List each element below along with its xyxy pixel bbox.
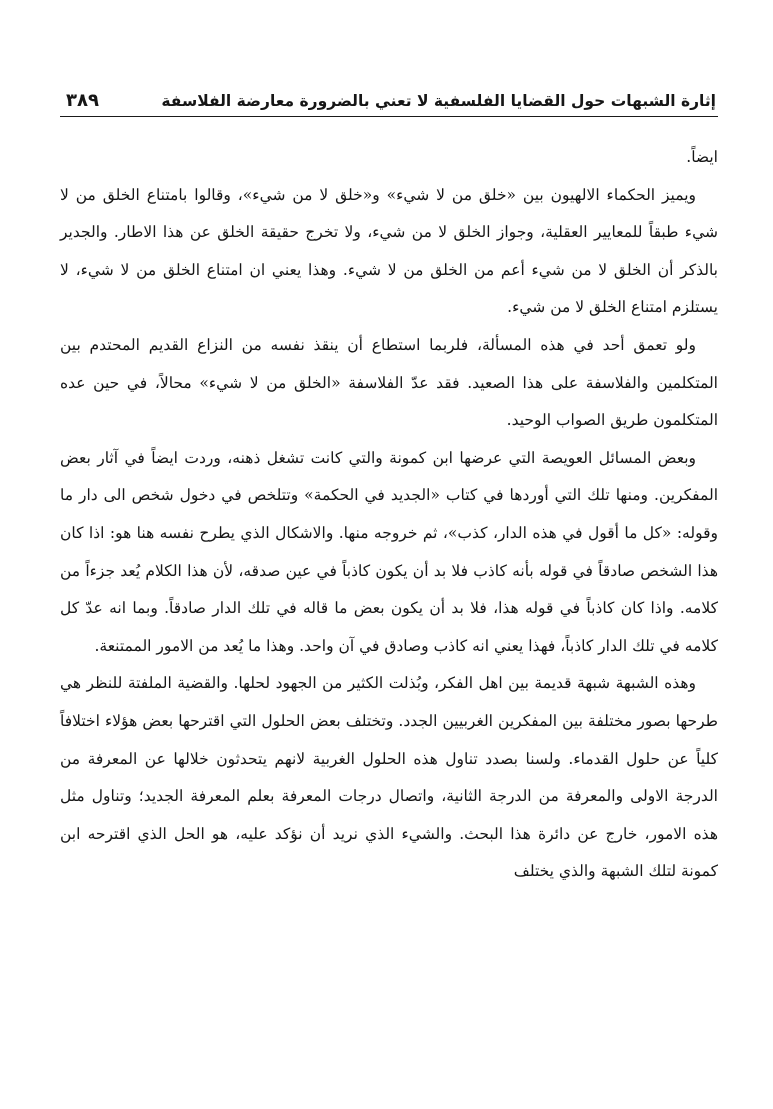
paragraph: ويميز الحكماء الالهيون بين «خلق من لا شيء» و«خلق لا من شيء»، وقالوا بامتناع الخلق من لا شيء طبقاً للمعايير العقلية، وجواز الخلق لا من شيء، ولا تخرج حقيقة الخلق عن هذا الاطار. والجدير بالذكر أن الخلق لا من شيء أعم من الخلق من لا شيء. وهذا يعني ان امتناع الخلق من لا شيء، لا يستلزم امتناع الخلق لا من شيء.: [60, 185, 718, 317]
book-page: [60, 82, 718, 891]
running-header-title: إثارة الشبهات حول القضايا الفلسفية لا تعني بالضرورة معارضة الفلاسفة: [161, 92, 716, 110]
paragraph: وبعض المسائل العويصة التي عرضها ابن كمونة والتي كانت تشغل ذهنه، وردت ايضاً في آثار بعض المفكرين. ومنها تلك التي أوردها في كتاب «الجديد في الحكمة» وتتلخص في دخول شخص الى دار ما وقوله: «كل ما أقول في هذه الدار، كذب»، ثم خروجه منها. والاشكال الذي يطرح نفسه هنا هو: اذا كان هذا الشخص صادقاً في قوله بأنه كاذب فلا بد أن يكون كاذباً في عين صدقه، لأن هذا الكلام يُعد جزءاً من كلامه. واذا كان كاذباً في قوله هذا، فلا بد أن يكون بعض ما قاله في تلك الدار صادقاً. وبما انه عدّ كل كلامه في تلك الدار كاذباً، فهذا يعني انه كاذب وصادق في آن واحد. وهذا ما يُعد من الامور الممتنعة.: [60, 448, 718, 655]
running-header: [60, 82, 718, 117]
paragraph: ولو تعمق أحد في هذه المسألة، فلربما استطاع أن ينقذ نفسه من النزاع القديم المحتدم بين المتكلمين والفلاسفة على هذا الصعيد. فقد عدّ الفلاسفة «الخلق من لا شيء» محالاً، في حين عده المتكلمون طريق الصواب الوحيد.: [60, 335, 718, 430]
page-number: ٣٨٩: [66, 90, 99, 111]
body-text: [60, 139, 718, 891]
paragraph: وهذه الشبهة شبهة قديمة بين اهل الفكر، وبُذلت الكثير من الجهود لحلها. والقضية الملفتة للنظر هي طرحها بصور مختلفة بين المفكرين الغربيين الجدد. وتختلف بعض الحلول التي اقترحها بعض هؤلاء اختلافاً كلياً عن حلول القدماء. ولسنا بصدد تناول هذه الحلول الغربية لانهم يتحدثون خلالها عن المعرفة من الدرجة الاولى والمعرفة من الدرجة الثانية، واتصال درجات المعرفة بعلم المعرفة الجديد؛ وتناول مثل هذه الامور، خارج عن دائرة هذا البحث. والشيء الذي نريد أن نؤكد عليه، هو الحل الذي اقترحه ابن كمونة لتلك الشبهة والذي يختلف: [60, 674, 718, 881]
paragraph-continuation: ايضاً.: [686, 148, 718, 166]
